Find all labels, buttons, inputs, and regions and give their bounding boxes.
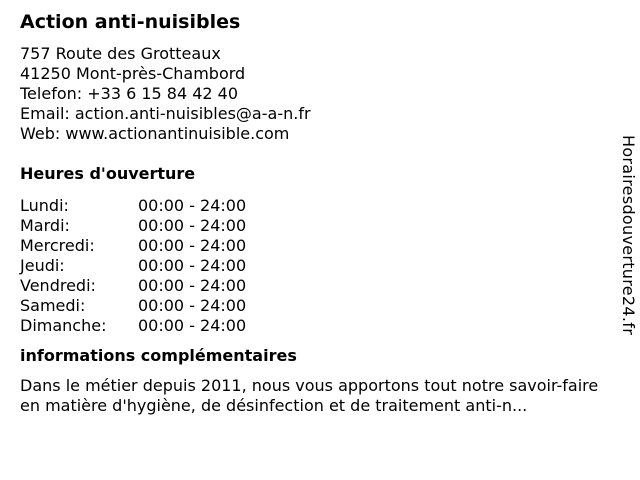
- time-range: 00:00 - 24:00: [138, 256, 247, 275]
- business-description: Dans le métier depuis 2011, nous vous apportons tout notre savoir-faire en matière d'hygiène, de désinfection et de traitement anti-n...: [20, 376, 599, 415]
- time-range: 00:00 - 24:00: [138, 236, 247, 255]
- hours-row-mardi: [20, 216, 610, 236]
- business-name: Action anti-nuisibles: [20, 11, 241, 33]
- website: Web: www.actionantinuisible.com: [20, 124, 290, 143]
- time-range: 00:00 - 24:00: [138, 296, 247, 315]
- business-card: [20, 10, 610, 416]
- opening-hours-heading: Heures d'ouverture: [20, 164, 196, 183]
- hours-row-dimanche: [20, 316, 610, 336]
- additional-info-heading: informations complémentaires: [20, 346, 297, 365]
- hours-row-samedi: [20, 296, 610, 316]
- street-address: 757 Route des Grotteaux: [20, 44, 221, 63]
- day-label: Dimanche:: [20, 316, 107, 335]
- day-label: Mardi:: [20, 216, 70, 235]
- day-label: Mercredi:: [20, 236, 95, 255]
- contact-block: [20, 44, 610, 144]
- hours-row-jeudi: [20, 256, 610, 276]
- time-range: 00:00 - 24:00: [138, 196, 247, 215]
- opening-hours-table: [20, 196, 610, 336]
- phone-number: Telefon: +33 6 15 84 42 40: [20, 84, 239, 103]
- hours-row-vendredi: [20, 276, 610, 296]
- day-label: Lundi:: [20, 196, 69, 215]
- day-label: Jeudi:: [20, 256, 65, 275]
- time-range: 00:00 - 24:00: [138, 216, 247, 235]
- day-label: Samedi:: [20, 296, 86, 315]
- day-label: Vendredi:: [20, 276, 96, 295]
- email-address: Email: action.anti-nuisibles@a-a-n.fr: [20, 104, 311, 123]
- hours-row-lundi: [20, 196, 610, 216]
- time-range: 00:00 - 24:00: [138, 276, 247, 295]
- time-range: 00:00 - 24:00: [138, 316, 247, 335]
- city-address: 41250 Mont-près-Chambord: [20, 64, 246, 83]
- site-brand: Horairesdouverture24.fr: [619, 135, 638, 336]
- hours-row-mercredi: [20, 236, 610, 256]
